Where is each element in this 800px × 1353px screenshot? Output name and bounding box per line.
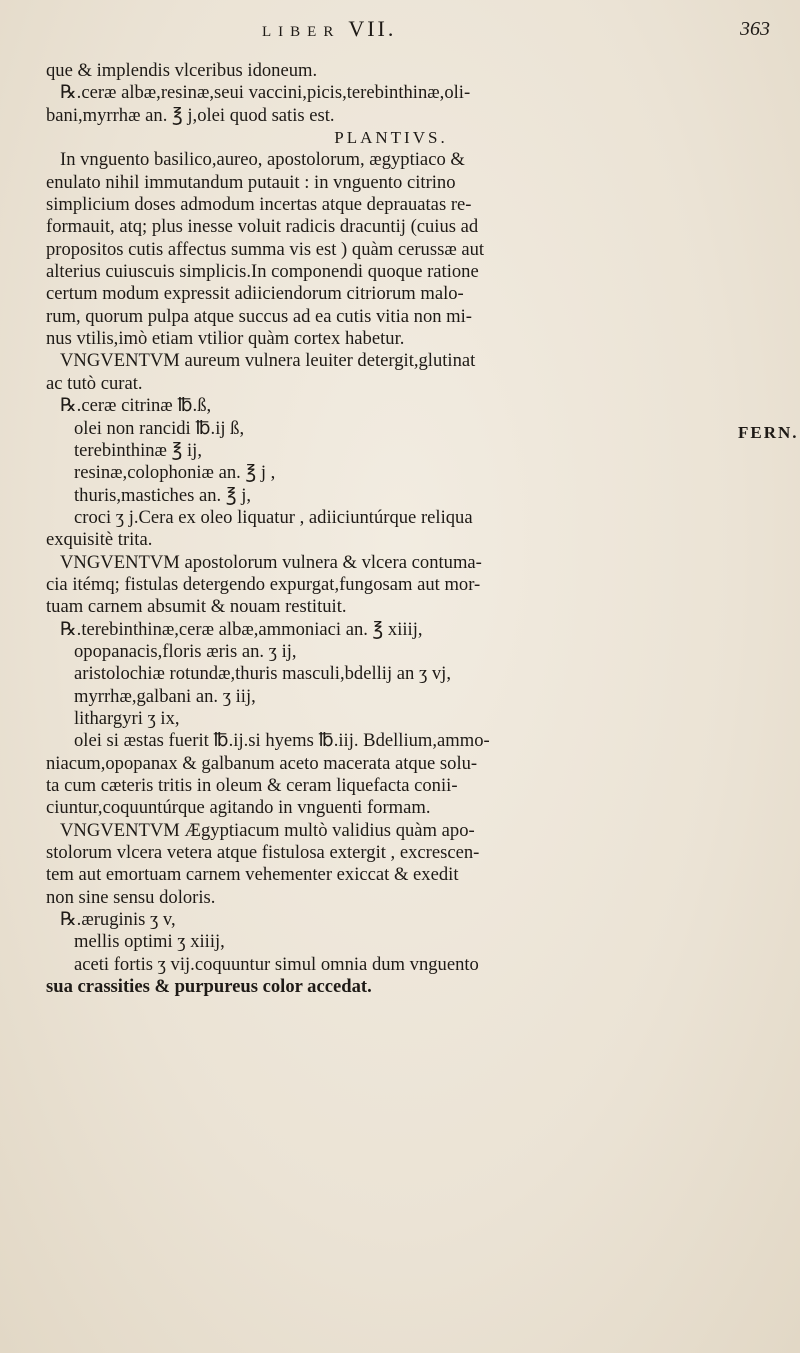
text-line: simplicium doses admodum incertas atque deprauatas re-: [46, 194, 472, 216]
running-head-number: VII.: [348, 16, 397, 41]
page-number: 363: [740, 18, 770, 40]
text-line: rum, quorum pulpa atque succus ad ea cutis vitia non mi-: [46, 305, 473, 327]
recipe-line: ℞.terebinthinæ,ceræ albæ,ammoniaci an. ℥ xiiij,: [60, 618, 423, 640]
text-line: certum modum expressit adiiciendorum citriorum malo-: [46, 283, 464, 305]
text-line: cia itémq; fistulas detergendo expurgat,fungosam aut mor-: [46, 573, 481, 595]
text-line: In vnguento basilico,aureo, apostolorum, ægyptiaco &: [60, 149, 465, 171]
text-line: ac tutò curat.: [46, 372, 143, 394]
section-heading: PLANTIVS.: [334, 128, 448, 148]
text-line: ℞.ceræ albæ,resinæ,seui vaccini,picis,terebinthinæ,oli-: [60, 82, 471, 104]
recipe-line: opopanacis,floris æris an. ʒ ij,: [74, 640, 297, 662]
recipe-line: aristolochiæ rotundæ,thuris masculi,bdellij an ʒ vj,: [74, 663, 451, 685]
recipe-line: mellis optimi ʒ xiiij,: [74, 931, 225, 953]
recipe-line: olei si æstas fuerit ℔.ij.si hyems ℔.iij. Bdellium,ammo-: [74, 730, 490, 752]
text-line: tem aut emortuam carnem vehementer exiccat & exedit: [46, 864, 459, 886]
recipe-line: lithargyri ʒ ix,: [74, 707, 180, 729]
text-line: exquisitè trita.: [46, 529, 153, 551]
recipe-line: myrrhæ,galbani an. ʒ iij,: [74, 685, 256, 707]
text-line: niacum,opopanax & galbanum aceto macerata atque solu-: [46, 752, 478, 774]
text-line: VNGVENTVM apostolorum vulnera & vlcera contuma-: [60, 551, 482, 573]
recipe-line: terebinthinæ ℥ ij,: [74, 439, 202, 461]
recipe-line: ℞.ceræ citrinæ ℔.ß,: [60, 395, 212, 417]
text-line: que & implendis vlceribus idoneum.: [46, 60, 318, 81]
text-line: propositos cutis affectus summa vis est ) quàm cerussæ aut: [46, 238, 485, 260]
body-text: [46, 60, 736, 998]
margin-note: FERN.: [738, 423, 799, 442]
text-line: stolorum vlcera vetera atque fistulosa extergit , excrescen-: [46, 842, 480, 864]
recipe-line: ℞.æruginis ʒ v,: [60, 909, 176, 931]
text-line: sua crassities & purpureus color accedat.: [46, 976, 372, 998]
text-line: alterius cuiuscuis simplicis.In componendi quoque ratione: [46, 261, 479, 283]
recipe-line: thuris,mastiches an. ℥ j,: [74, 484, 252, 506]
recipe-line: aceti fortis ʒ vij.coquuntur simul omnia dum vnguento: [74, 953, 479, 975]
text-line: bani,myrrhæ an. ℥ j,olei quod satis est.: [46, 104, 335, 126]
text-line: VNGVENTVM Ægyptiacum multò validius quàm apo-: [60, 819, 475, 841]
running-head: [262, 16, 396, 42]
text-line: ciuntur,coquuntúrque agitando in vnguenti formam.: [46, 797, 431, 819]
text-line: non sine sensu doloris.: [46, 886, 216, 908]
text-line: tuam carnem absumit & nouam restituit.: [46, 596, 347, 618]
page-header: [0, 14, 800, 54]
text-line: nus vtilis,imò etiam vtilior quàm cortex habetur.: [46, 328, 405, 350]
recipe-line: resinæ,colophoniæ an. ℥ j ,: [74, 462, 276, 484]
running-head-book: LIBER: [262, 24, 341, 40]
recipe-line: olei non rancidi ℔.ij ß,: [74, 417, 245, 439]
text-line: VNGVENTVM aureum vulnera leuiter detergit,glutinat: [60, 350, 476, 372]
text-line: ta cum cæteris tritis in oleum & ceram liquefacta conii-: [46, 775, 458, 796]
text-line: formauit, atq; plus inesse voluit radicis dracuntij (cuius ad: [46, 216, 479, 238]
recipe-line: croci ʒ j.Cera ex oleo liquatur , adiiciuntúrque reliqua: [74, 506, 473, 528]
text-line: enulato nihil immutandum putauit : in vnguento citrino: [46, 171, 456, 193]
